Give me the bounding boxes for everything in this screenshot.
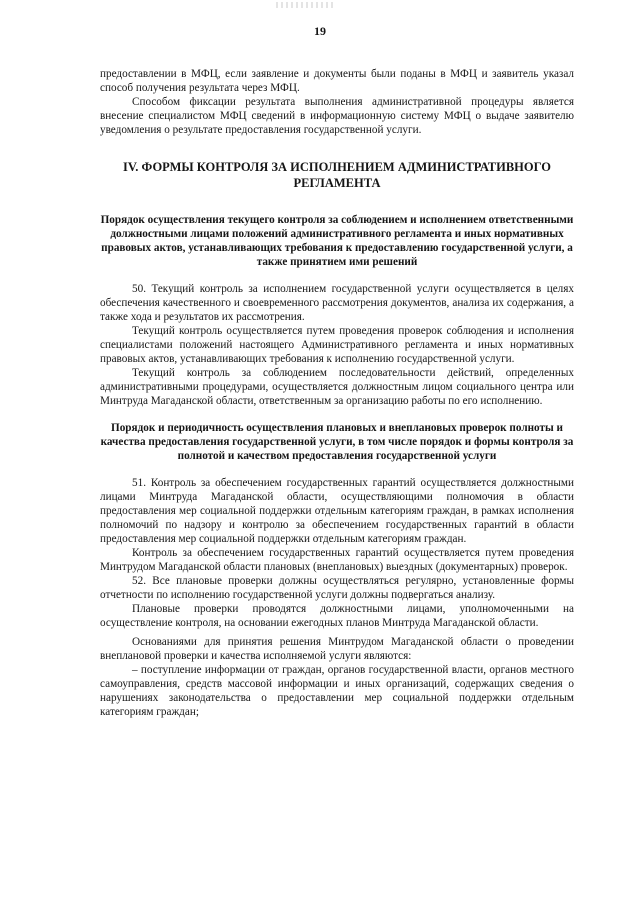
paragraph-fixation-method: Способом фиксации результата выполнения административной процедуры является внесение специалистом МФЦ сведений в информационную систему МФЦ о выдаче заявителю уведомления о результате предоставления государственной услуги. <box>100 96 574 136</box>
paragraph-52: 52. Все плановые проверки должны осуществляться регулярно, установленные формы отчетности по исполнению государственной услуги должны подвергаться анализу. <box>100 575 574 601</box>
paragraph-51: 51. Контроль за обеспечением государственных гарантий осуществляется должностными лицами Минтруда Магаданской области, осуществляющими полномочия в области предоставления мер социальной поддержки отдельным категориям граждан, в рамках исполнения полномочий по надзору и контролю за обеспечением государственных гарантий в области предоставления мер социальной поддержки отдельным категориям граждан. <box>100 477 574 545</box>
paragraph-50: 50. Текущий контроль за исполнением государственной услуги осуществляется в целях обеспечения качественного и своевременного рассмотрения документов, анализа их содержания, а также хода и результатов их рассмотрения. <box>100 283 574 323</box>
paragraph-50-sequence: Текущий контроль за соблюдением последовательности действий, определенных административными процедурами, осуществляется должностным лицом социального центра или Минтруда Магаданской области, ответственным за организацию работы по его исполнению. <box>100 367 574 407</box>
subsection-heading-inspections: Порядок и периодичность осуществления плановых и внеплановых проверок полноты и качества предоставления государственной услуги, в том числе порядок и формы контроля за полнотой и качеством предоставления государственной услуги <box>100 422 574 462</box>
scan-artifact <box>276 2 336 8</box>
document-body <box>100 67 574 719</box>
paragraph-continuation: предоставлении в МФЦ, если заявление и документы были поданы в МФЦ и заявитель указал способ получения результата через МФЦ. <box>100 68 574 94</box>
paragraph-51-method: Контроль за обеспечением государственных гарантий осуществляется путем проведения Минтрудом Магаданской области плановых (внеплановых) выездных (документарных) проверок. <box>100 547 574 573</box>
subsection-heading-current-control: Порядок осуществления текущего контроля за соблюдением и исполнением ответственными должностными лицами положений административного регламента и иных нормативных правовых актов, устанавливающих требования к предоставлению государственной услуги, а также принятием ими решений <box>100 214 574 268</box>
page-number: 19 <box>314 24 326 38</box>
list-item-information-received: – поступление информации от граждан, органов государственной власти, органов местного самоуправления, средств массовой информации и иных организаций, содержащих сведения о нарушениях законодательства о предоставлении мер социальной поддержки отдельным категориям граждан; <box>100 664 574 718</box>
section-heading: IV. ФОРМЫ КОНТРОЛЯ ЗА ИСПОЛНЕНИЕМ АДМИНИСТРАТИВНОГО РЕГЛАМЕНТА <box>123 160 551 190</box>
paragraph-52-grounds: Основаниями для принятия решения Минтрудом Магаданской области о проведении внеплановой проверки и качества исполняемой услуги являются: <box>100 636 574 662</box>
paragraph-50-procedure: Текущий контроль осуществляется путем проведения проверок соблюдения и исполнения специалистами положений настоящего Административного регламента и иных нормативных правовых актов, устанавливающих требования к исполнению государственной услуги. <box>100 325 574 365</box>
paragraph-52-planned: Плановые проверки проводятся должностными лицами, уполномоченными на осуществление контроля, на основании ежегодных планов Минтруда Магаданской области. <box>100 603 574 629</box>
